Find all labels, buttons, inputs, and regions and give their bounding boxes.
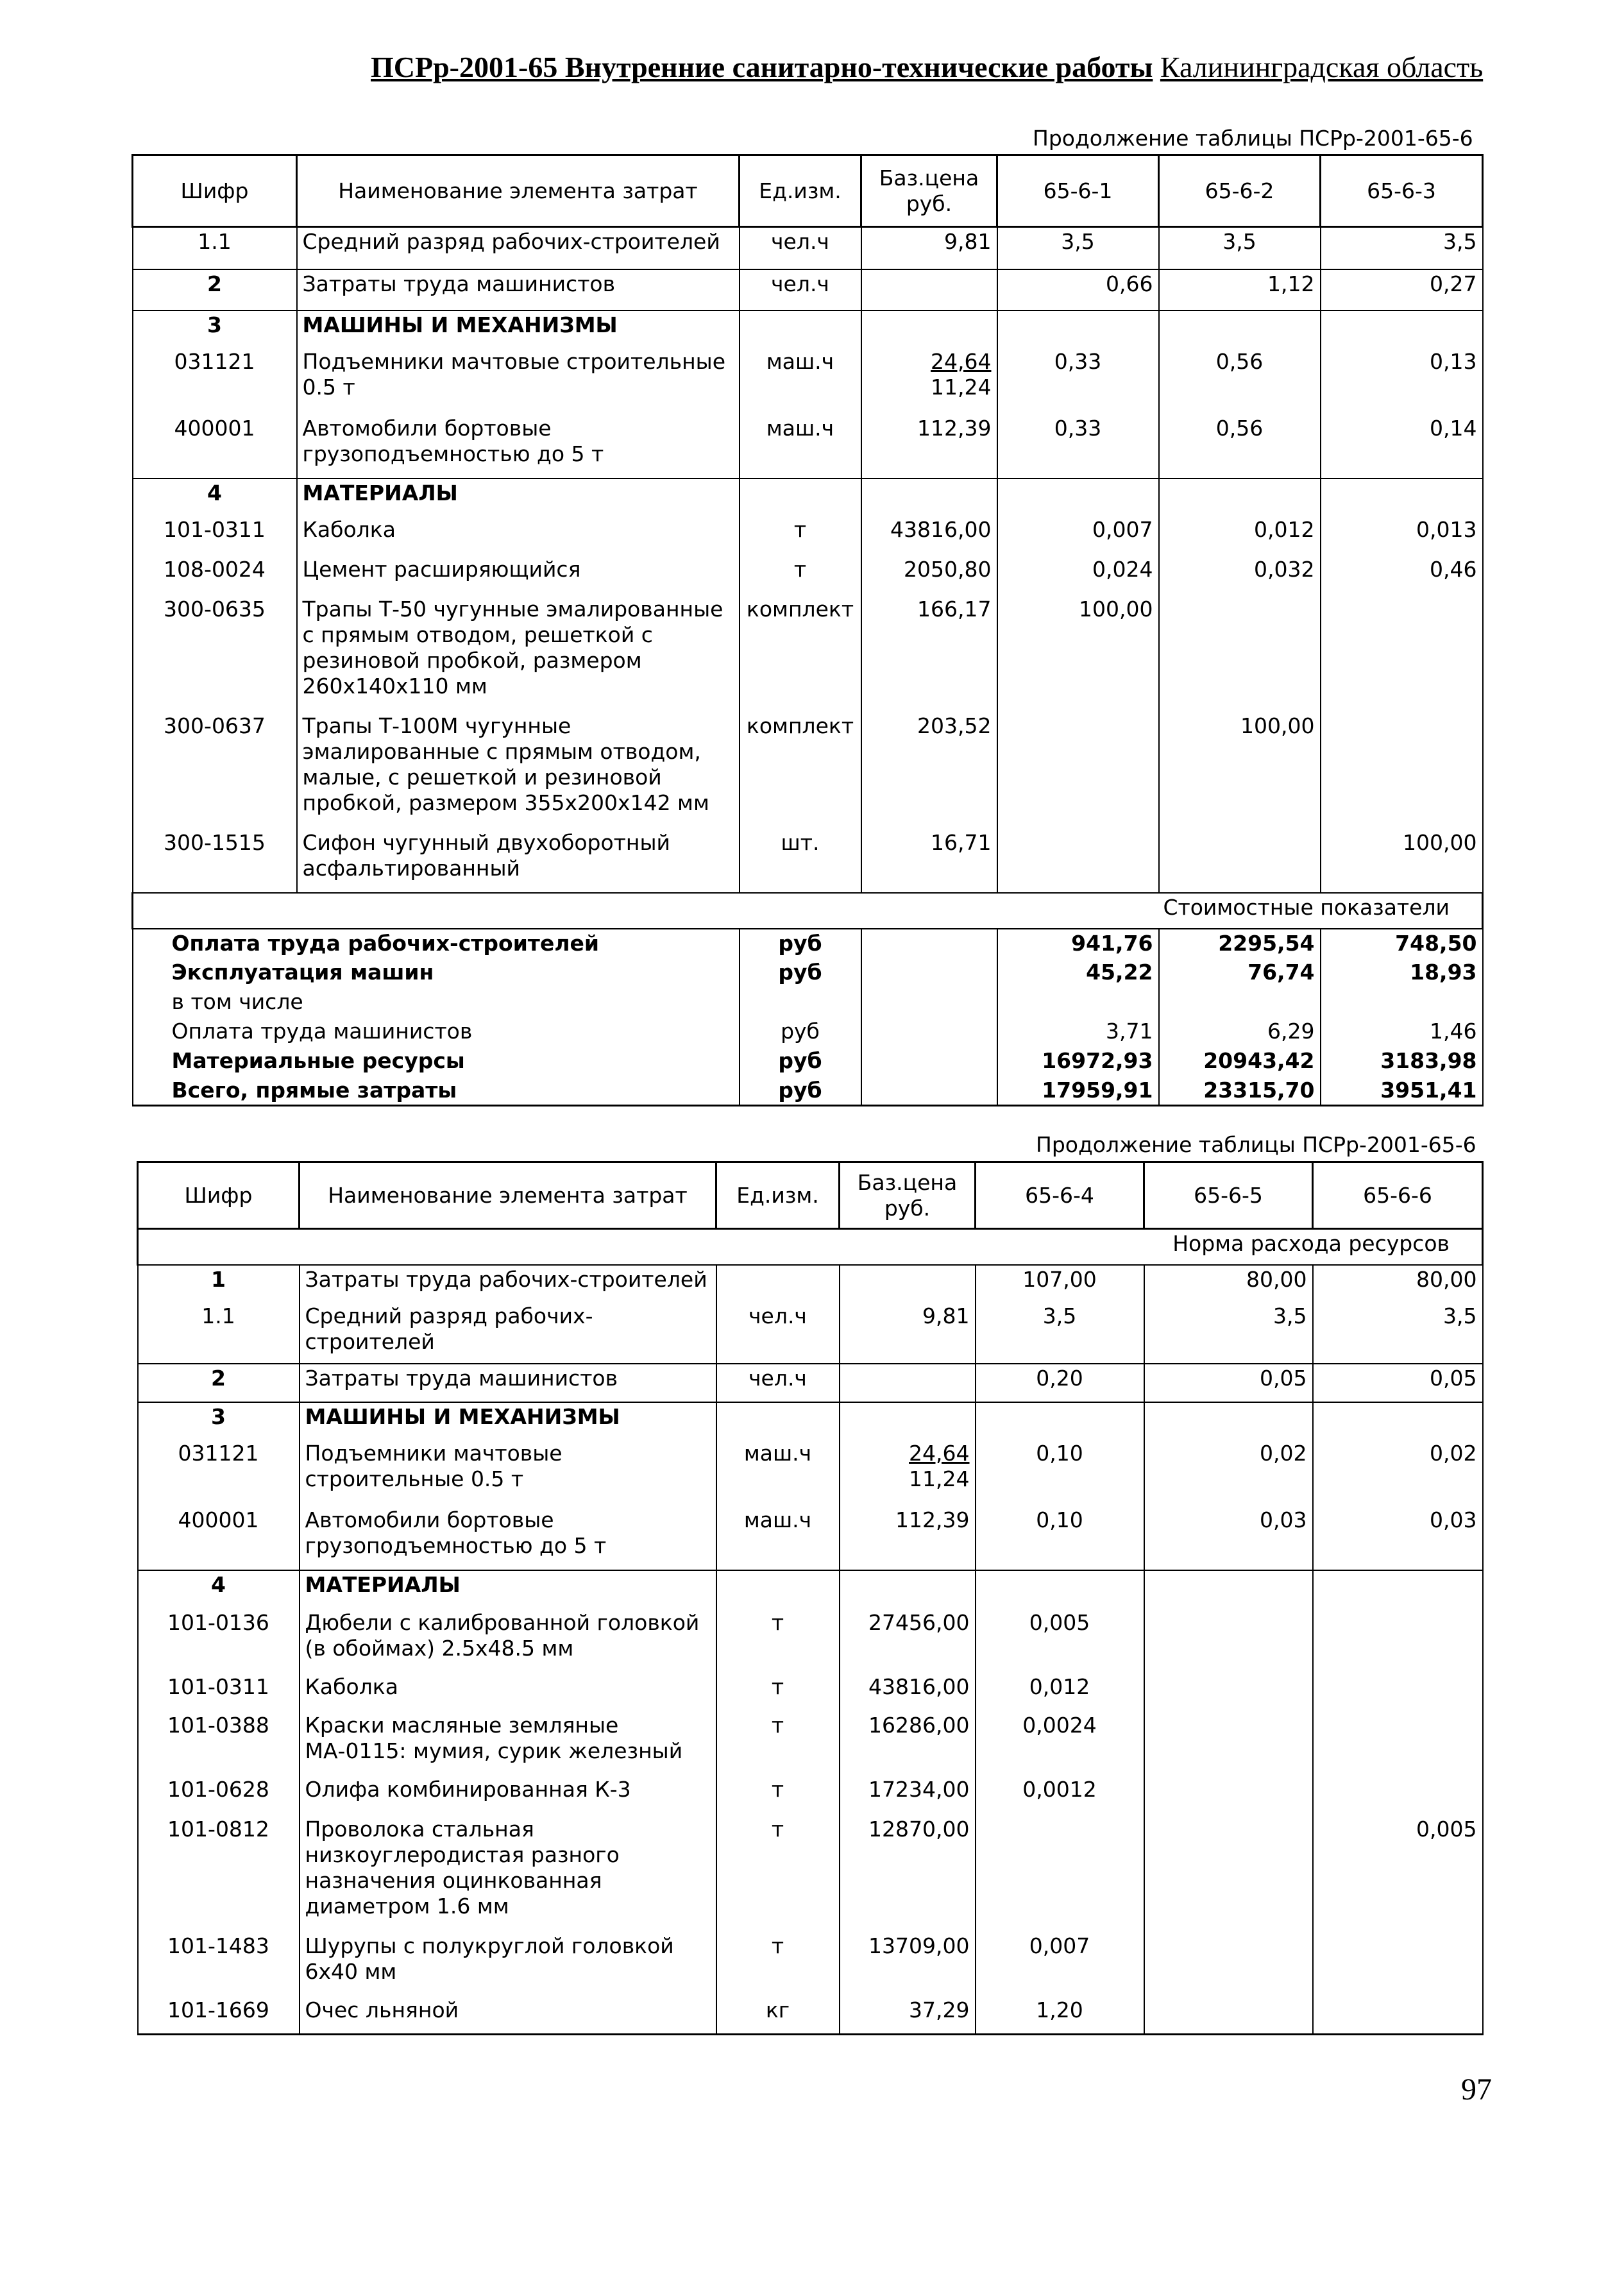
table-row: 108-0024 Цемент расширяющийся т 2050,80 0,024 0,032 0,46 [133, 555, 1483, 595]
column-header: 65-6-2 [1159, 155, 1321, 227]
column-header: Наименование элемента затрат [297, 155, 740, 227]
table-row: 101-0628 Олифа комбинированная К-3 т 17234,00 0,0012 [138, 1776, 1483, 1815]
table-row: 2 Затраты труда машинистов чел.ч 0,20 0,05 0,05 [138, 1364, 1483, 1402]
cost-heading: Стоимостные показатели [133, 893, 1483, 929]
section-row: 3 МАШИНЫ И МЕХАНИЗМЫ [138, 1402, 1483, 1439]
table-row: 101-1669 Очес льняной кг 37,29 1,20 [138, 1996, 1483, 2035]
table-row: 031121 Подъемники мачтовые строительные 0.5 т маш.ч 24,64 11,24 0,33 0,56 0,13 [133, 348, 1483, 414]
table-row: 300-1515 Сифон чугунный двухоборотный асфальтированный шт. 16,71 100,00 [133, 829, 1483, 893]
norm-heading-row [138, 1229, 1483, 1265]
table-row: 300-0637 Трапы Т-100М чугунные эмалированные с прямым отводом, малые, с решеткой и резиновой пробкой, размером 355х200х142 мм комплект 203,52 100,00 [133, 712, 1483, 829]
section-row: 3 МАШИНЫ И МЕХАНИЗМЫ [133, 310, 1483, 348]
column-header: 65-6-6 [1313, 1162, 1483, 1229]
table-row: 1.1 Средний разряд рабочих-строителей чел.ч 9,81 3,5 3,5 3,5 [133, 227, 1483, 269]
cost-row: Оплата труда машинистов руб 3,71 6,29 1,46 [133, 1017, 1483, 1047]
table2-continuation: Продолжение таблицы ПСРр-2001-65-6 [1036, 1132, 1476, 1157]
cost-row: в том числе [133, 988, 1483, 1017]
document-code-title: ПСРр-2001-65 Внутренние санитарно-технические работы [371, 51, 1153, 83]
column-header: Шифр [133, 155, 297, 227]
table-row: 1 Затраты труда рабочих-строителей 107,00 80,00 80,00 [138, 1265, 1483, 1302]
table1-header-row [133, 155, 1483, 227]
table-row: 101-1483 Шурупы с полукруглой головкой 6х40 мм т 13709,00 0,007 [138, 1932, 1483, 1996]
table-row: 101-0812 Проволока стальная низкоуглеродистая разного назначения оцинкованная диаметром 1.6 мм т 12870,00 0,005 [138, 1815, 1483, 1932]
column-header: 65-6-3 [1321, 155, 1483, 227]
table-row: 400001 Автомобили бортовые грузоподъемностью до 5 т маш.ч 112,39 0,33 0,56 0,14 [133, 414, 1483, 479]
table-row: 101-0311 Каболка т 43816,00 0,007 0,012 0,013 [133, 516, 1483, 555]
column-header: Ед.изм. [716, 1162, 840, 1229]
column-header: 65-6-4 [976, 1162, 1144, 1229]
page-header [371, 50, 1483, 84]
section-row: 4 МАТЕРИАЛЫ [133, 479, 1483, 516]
table1-continuation: Продолжение таблицы ПСРр-2001-65-6 [1033, 126, 1473, 151]
column-header: 65-6-5 [1144, 1162, 1313, 1229]
table-row: 101-0136 Дюбели с калиброванной головкой (в обоймах) 2.5х48.5 мм т 27456,00 0,005 [138, 1609, 1483, 1673]
section-row: 4 МАТЕРИАЛЫ [138, 1570, 1483, 1609]
table1 [131, 154, 1484, 1106]
table2 [137, 1161, 1484, 2035]
table-row: 2 Затраты труда машинистов чел.ч 0,66 1,12 0,27 [133, 269, 1483, 310]
norm-heading: Норма расхода ресурсов [138, 1229, 1483, 1265]
column-header: Шифр [138, 1162, 300, 1229]
table-row: 1.1 Средний разряд рабочих-строителей чел.ч 9,81 3,5 3,5 3,5 [138, 1302, 1483, 1364]
table-row: 101-0311 Каболка т 43816,00 0,012 [138, 1673, 1483, 1711]
table-row: 101-0388 Краски масляные земляные МА-0115: мумия, сурик железный т 16286,00 0,0024 [138, 1711, 1483, 1776]
document-region: Калининградская область [1160, 51, 1484, 83]
page-number: 97 [1461, 2073, 1492, 2107]
column-header: 65-6-1 [997, 155, 1159, 227]
table-row: 031121 Подъемники мачтовые строительные 0.5 т маш.ч 24,64 11,24 0,10 0,02 0,02 [138, 1439, 1483, 1506]
column-header: Ед.изм. [740, 155, 861, 227]
column-header: Наименование элемента затрат [300, 1162, 716, 1229]
table-row: 300-0635 Трапы Т-50 чугунные эмалированные с прямым отводом, решеткой с резиновой пробкой, размером 260х140х110 мм комплект 166,17 100,00 [133, 595, 1483, 712]
cost-row: Эксплуатация машин руб 45,22 76,74 18,93 [133, 958, 1483, 988]
cost-row: Оплата труда рабочих-строителей руб 941,76 2295,54 748,50 [133, 929, 1483, 958]
column-header: Баз.цена руб. [861, 155, 997, 227]
table-row: 400001 Автомобили бортовые грузоподъемностью до 5 т маш.ч 112,39 0,10 0,03 0,03 [138, 1506, 1483, 1570]
column-header: Баз.цена руб. [840, 1162, 976, 1229]
cost-row: Всего, прямые затраты руб 17959,91 23315,70 3951,41 [133, 1076, 1483, 1106]
cost-row: Материальные ресурсы руб 16972,93 20943,42 3183,98 [133, 1047, 1483, 1076]
cost-heading-row [133, 893, 1483, 929]
table2-header-row [138, 1162, 1483, 1229]
